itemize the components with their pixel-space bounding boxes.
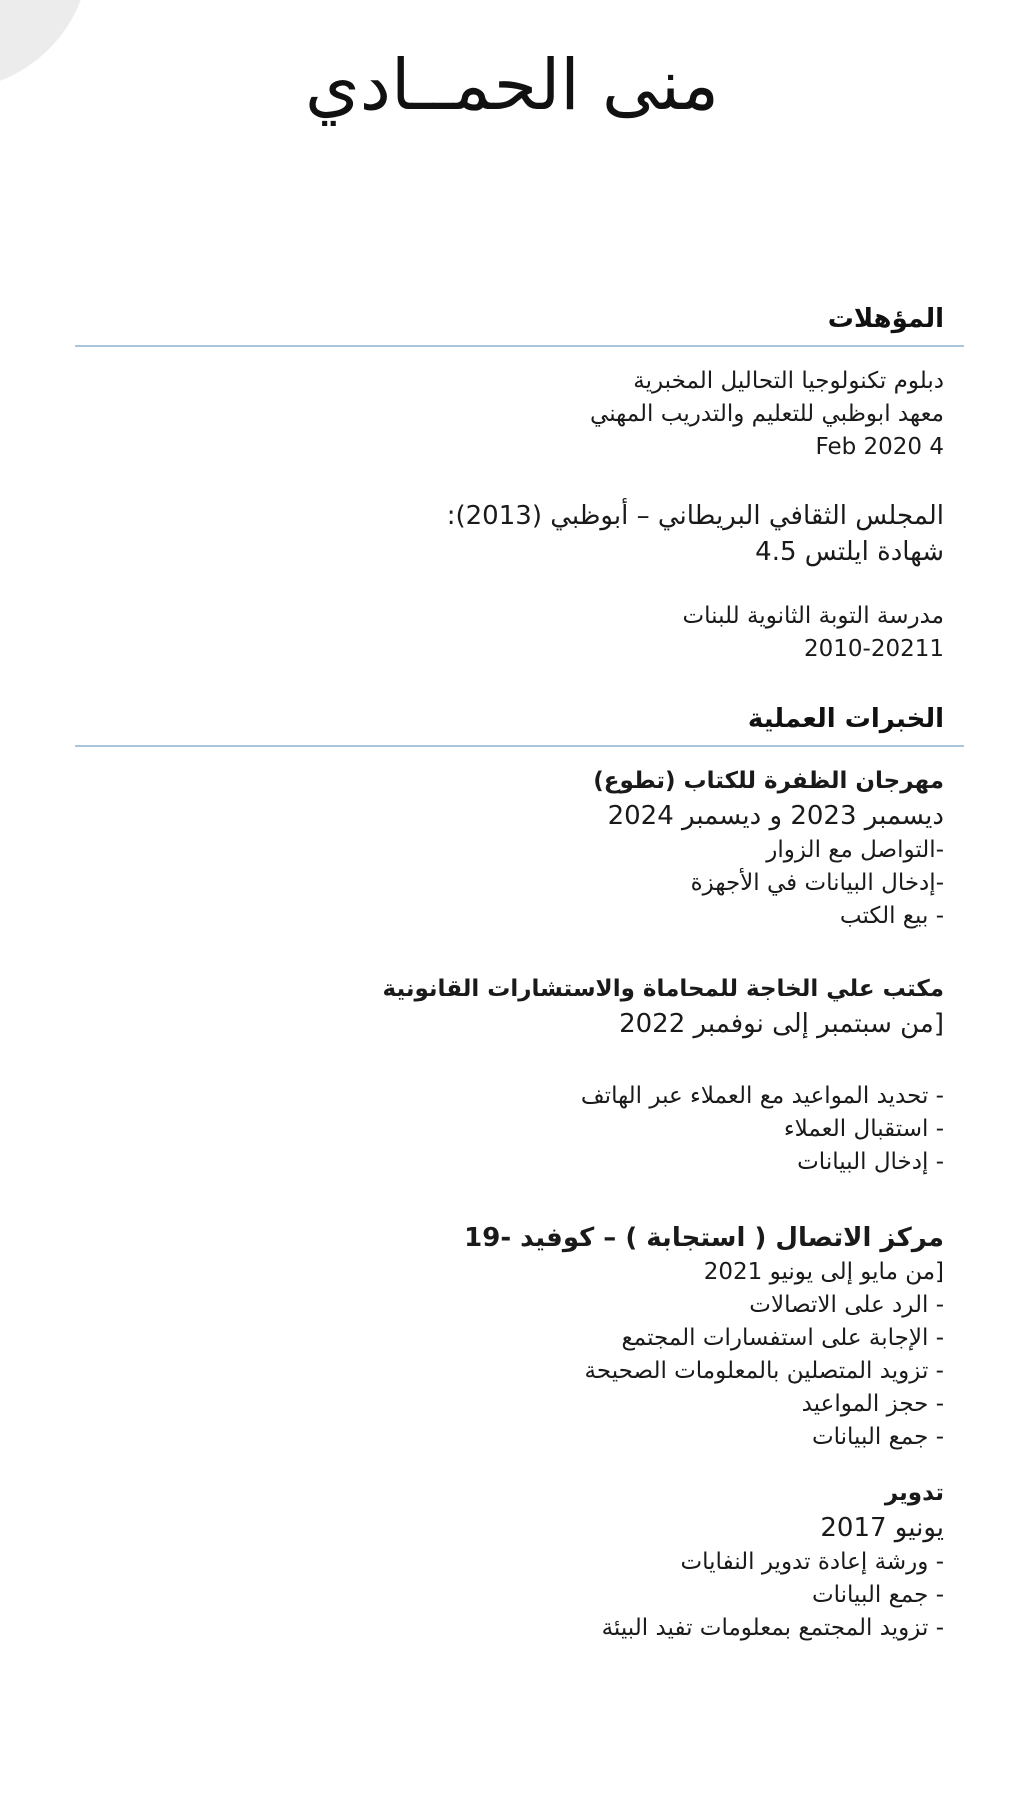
qualifications-heading: المؤهلات	[827, 304, 944, 334]
law-office-task: - تحديد المواعيد مع العملاء عبر الهاتف	[580, 1083, 944, 1109]
recycling-task: - جمع البيانات	[811, 1582, 944, 1608]
diploma-institute: معهد ابوظبي للتعليم والتدريب المهني	[590, 401, 944, 427]
experience-divider	[75, 745, 964, 747]
law-office-period: [من سبتمبر إلى نوفمبر 2022	[619, 1009, 944, 1039]
person-name: منى الحمــادي	[305, 44, 719, 126]
diploma-date: 4 Feb 2020	[815, 434, 944, 460]
call-center-task: - الرد على الاتصالات	[749, 1292, 944, 1318]
recycling-period: يونيو 2017	[820, 1513, 944, 1543]
book-fair-task: - بيع الكتب	[839, 903, 944, 929]
experience-book-fair	[64, 765, 944, 933]
experience-recycling	[64, 1477, 944, 1645]
recycling-title: تدوير	[884, 1480, 944, 1506]
law-office-tasks	[64, 1080, 944, 1179]
call-center-task: - حجز المواعيد	[801, 1391, 944, 1417]
ielts-score: شهادة ايلتس 4.5	[755, 537, 944, 567]
experience-law-office	[64, 973, 944, 1042]
recycling-task: - ورشة إعادة تدوير النفايات	[680, 1549, 944, 1575]
law-office-task: - استقبال العملاء	[783, 1116, 944, 1142]
qualification-school	[64, 600, 944, 666]
school-name: مدرسة التوبة الثانوية للبنات	[682, 603, 944, 629]
qualification-ielts	[64, 498, 944, 570]
law-office-title: مكتب علي الخاجة للمحاماة والاستشارات القانونية	[382, 976, 944, 1002]
call-center-period: [من مايو إلى يونيو 2021	[703, 1259, 944, 1285]
call-center-title: مركز الاتصال ( استجابة ) – كوفيد -19	[464, 1223, 944, 1253]
diploma-title: دبلوم تكنولوجيا التحاليل المخبرية	[633, 368, 944, 394]
call-center-task: - جمع البيانات	[811, 1424, 944, 1450]
qualification-diploma	[64, 365, 944, 464]
school-years: 2010-20211	[804, 636, 944, 662]
book-fair-period: ديسمبر 2023 و ديسمبر 2024	[607, 801, 944, 831]
experience-call-center	[64, 1220, 944, 1454]
recycling-task: - تزويد المجتمع بمعلومات تفيد البيئة	[601, 1615, 944, 1641]
book-fair-title: مهرجان الظفرة للكتاب (تطوع)	[593, 768, 944, 794]
qualifications-divider	[75, 345, 964, 347]
book-fair-task: -التواصل مع الزوار	[766, 837, 944, 863]
law-office-task: - إدخال البيانات	[797, 1149, 944, 1175]
ielts-provider: المجلس الثقافي البريطاني – أبوظبي (2013):	[446, 501, 944, 531]
book-fair-task: -إدخال البيانات في الأجهزة	[690, 870, 944, 896]
call-center-task: - الإجابة على استفسارات المجتمع	[621, 1325, 944, 1351]
call-center-task: - تزويد المتصلين بالمعلومات الصحيحة	[584, 1358, 944, 1384]
experience-heading: الخبرات العملية	[747, 704, 944, 734]
